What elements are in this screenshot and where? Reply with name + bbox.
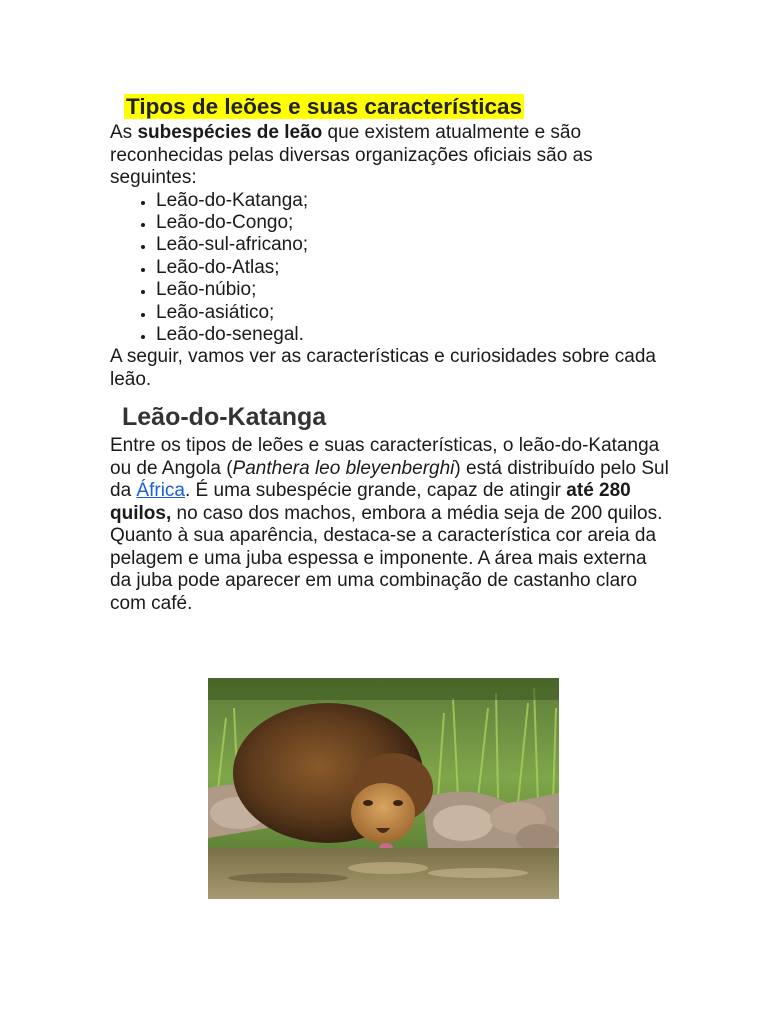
lion-photo [208, 678, 559, 899]
katanga-paragraph-2: Quanto à sua aparência, destaca-se a característica cor areia da pelagem e uma juba espessa e imponente. A área mais externa da juba pode aparecer em uma combinação de castanho claro com café. [110, 525, 657, 614]
p1-text-a: Entre os tipos de leões e suas características, o leão-do-Katanga ou de Angola ( [110, 435, 660, 479]
katanga-paragraph-1 [110, 435, 670, 525]
intro-suffix: que existem atualmente e são reconhecidas pelas diversas organizações oficiais são as seguintes: [110, 122, 593, 188]
transition-paragraph: A seguir, vamos ver as características e curiosidades sobre cada leão. [110, 346, 656, 390]
p1-text-d: no caso dos machos, embora a média seja de 200 quilos. [171, 502, 663, 524]
heading-wrap [124, 92, 670, 122]
list-item: Leão-núbio; [156, 279, 670, 301]
list-item: Leão-do-Congo; [156, 212, 670, 234]
page-title: Tipos de leões e suas características [126, 94, 523, 119]
list-item: Leão-do-senegal. [156, 324, 670, 346]
p1-text-c: . É uma subespécie grande, capaz de atingir [185, 480, 567, 502]
scientific-name: Panthera leo bleyenberghi [232, 457, 455, 479]
list-item: Leão-do-Katanga; [156, 190, 670, 212]
intro-bold: subespécies de leão [137, 122, 323, 143]
intro-prefix: As [110, 122, 138, 143]
section-title: Leão-do-Katanga [122, 403, 327, 432]
document-page [110, 92, 670, 615]
p1-text-b: ) está distribuído pelo Sul da [110, 457, 669, 502]
list-item: Leão-sul-africano; [156, 234, 670, 256]
subspecies-list [110, 190, 670, 347]
list-item: Leão-asiático; [156, 302, 670, 324]
weight-bold: até 280 quilos, [110, 480, 631, 524]
list-item: Leão-do-Atlas; [156, 257, 670, 279]
intro-paragraph [110, 122, 670, 190]
africa-link[interactable]: África [136, 480, 185, 502]
